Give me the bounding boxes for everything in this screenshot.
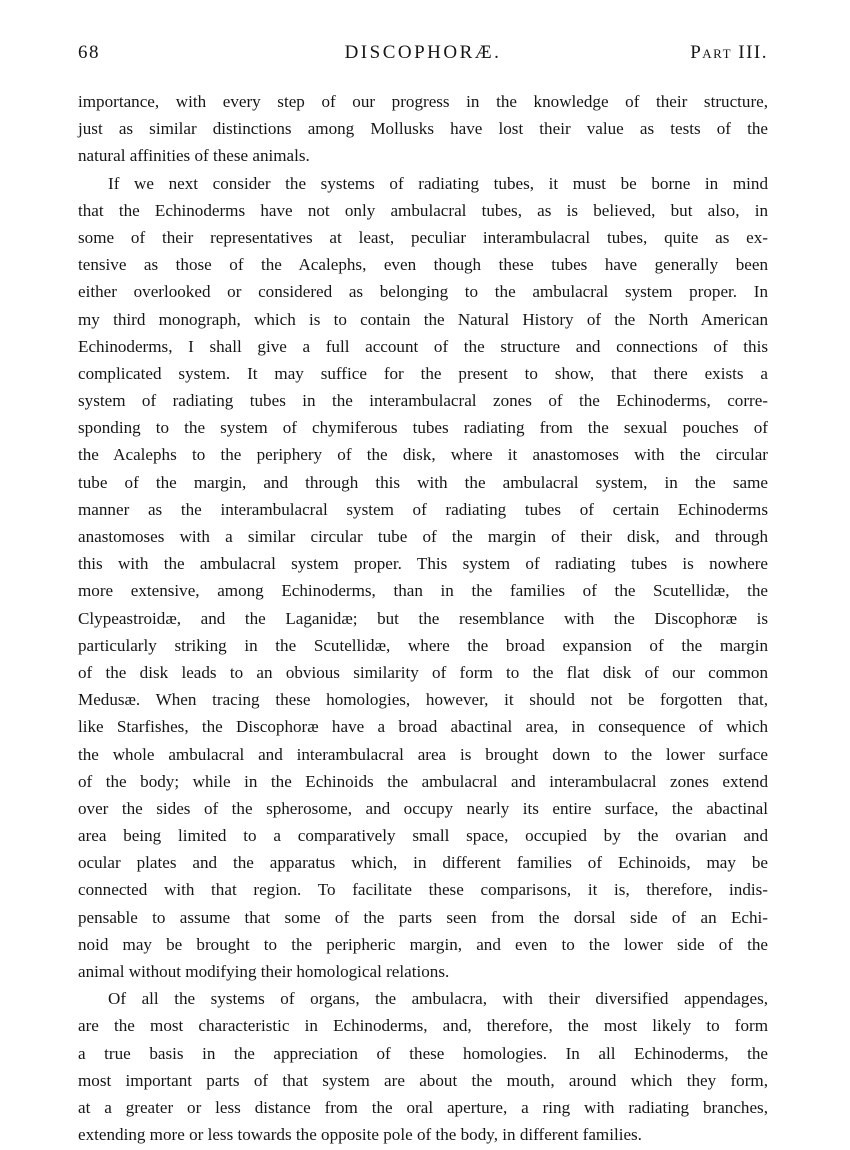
text-line: a true basis in the appreciation of these homologies. In all Echinoderms, the [78, 1043, 768, 1063]
text-line: that the Echinoderms have not only ambulacral tubes, as is believed, but also, in [78, 200, 768, 220]
text-line: anastomoses with a similar circular tube of the margin of their disk, and through [78, 527, 768, 546]
text-line: extending more or less towards the opposite pole of the body, in different families. [78, 1125, 642, 1145]
text-line: natural affinities of these animals. [78, 146, 310, 166]
text-line: If we next consider the systems of radiating tubes, it must be borne in mind [108, 173, 768, 193]
paragraph [78, 985, 768, 1148]
text-line: connected with that region. To facilitate these comparisons, it is, therefore, indis- [78, 880, 768, 900]
text-line: the whole ambulacral and interambulacral area is brought down to the lower surface [78, 744, 768, 764]
text-line: Clypeastroidæ, and the Laganidæ; but the resemblance with the Discophoræ is [78, 608, 768, 628]
paragraph [78, 88, 768, 170]
text-line: my third monograph, which is to contain the Natural History of the North American [78, 309, 768, 329]
text-line: pensable to assume that some of the parts seen from the dorsal side of an Echi- [78, 907, 768, 927]
text-line: just as similar distinctions among Mollusks have lost their value as tests of the [78, 119, 768, 139]
text-line: of the body; while in the Echinoids the ambulacral and interambulacral zones extend [78, 771, 768, 791]
text-line: Of all the systems of organs, the ambulacra, with their diversified appendages, [108, 989, 768, 1009]
text-line: more extensive, among Echinoderms, than in the families of the Scutellidæ, the [78, 581, 768, 601]
text-line: animal without modifying their homological relations. [78, 962, 450, 981]
text-line: the Acalephs to the periphery of the disk, where it anastomoses with the circular [78, 445, 768, 465]
text-line: Echinoderms, I shall give a full account of the structure and connections of this [78, 336, 768, 356]
body-text [78, 88, 768, 1148]
text-line: of the disk leads to an obvious similarity of form to the flat disk of our common [78, 662, 768, 682]
part-label: Part III. [690, 42, 768, 63]
text-line: noid may be brought to the peripheric margin, and even to the lower side of the [78, 934, 768, 954]
text-line: most important parts of that system are about the mouth, around which they form, [78, 1070, 768, 1090]
text-line: like Starfishes, the Discophoræ have a broad abactinal area, in consequence of which [78, 717, 768, 737]
text-line: area being limited to a comparatively small space, occupied by the ovarian and [78, 826, 768, 846]
text-line: sponding to the system of chymiferous tubes radiating from the sexual pouches of [78, 418, 768, 438]
text-line: at a greater or less distance from the oral aperture, a ring with radiating branches, [78, 1097, 768, 1117]
text-line: particularly striking in the Scutellidæ, where the broad expansion of the margin [78, 635, 768, 655]
text-line: tube of the margin, and through this with the ambulacral system, in the same [78, 472, 768, 492]
text-line: complicated system. It may suffice for the present to show, that there exists a [78, 363, 768, 383]
paragraph [78, 170, 768, 986]
text-line: manner as the interambulacral system of radiating tubes of certain Echinoderms [78, 499, 768, 519]
text-line: this with the ambulacral system proper. This system of radiating tubes is nowhere [78, 554, 768, 574]
page-number: 68 [78, 42, 100, 63]
text-line: are the most characteristic in Echinoderms, and, therefore, the most likely to form [78, 1016, 768, 1036]
text-line: ocular plates and the apparatus which, in different families of Echinoids, may be [78, 853, 768, 873]
text-line: importance, with every step of our progress in the knowledge of their structure, [78, 92, 768, 111]
text-line: tensive as those of the Acalephs, even though these tubes have generally been [78, 255, 768, 275]
running-title: DISCOPHORÆ. [344, 42, 502, 63]
text-line: Medusæ. When tracing these homologies, however, it should not be forgotten that, [78, 690, 768, 710]
text-line: either overlooked or considered as belonging to the ambulacral system proper. In [78, 282, 768, 302]
page-header [78, 42, 768, 72]
text-line: some of their representatives at least, peculiar interambulacral tubes, quite as ex- [78, 227, 768, 247]
text-line: over the sides of the spherosome, and occupy nearly its entire surface, the abactinal [78, 798, 768, 818]
text-line: system of radiating tubes in the interambulacral zones of the Echinoderms, corre- [78, 391, 768, 411]
